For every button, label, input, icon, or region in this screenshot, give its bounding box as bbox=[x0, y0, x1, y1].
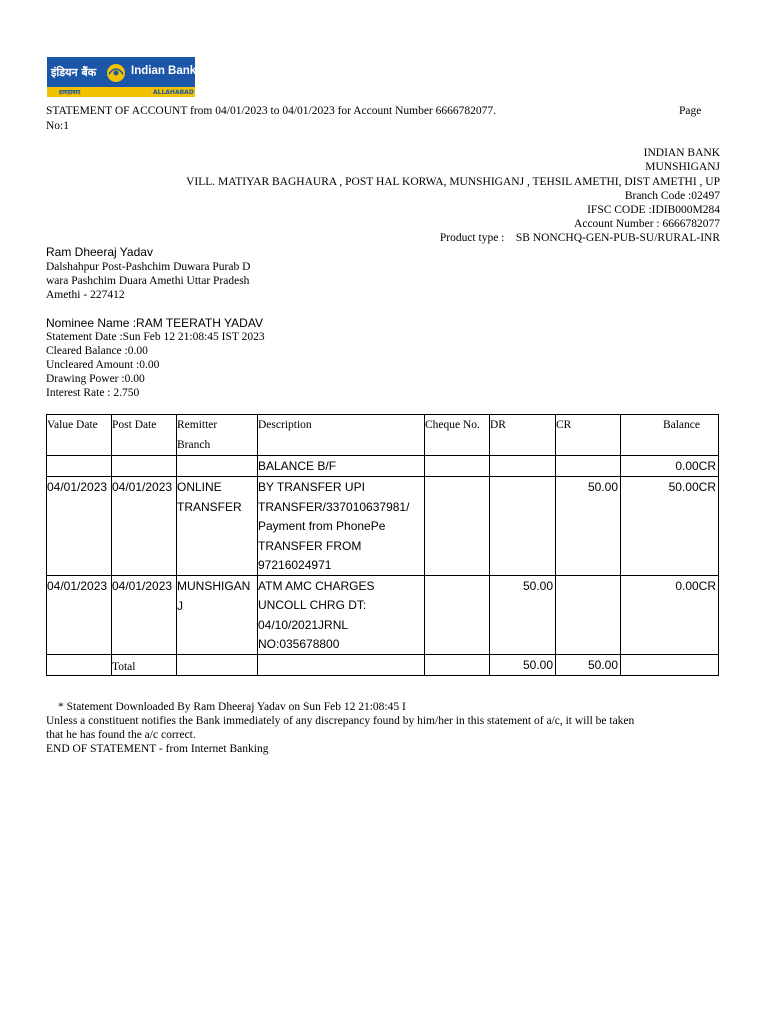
uncleared-amount: Uncleared Amount :0.00 bbox=[46, 359, 160, 371]
row1-cheque-no bbox=[425, 477, 490, 576]
header-post-date: Post Date bbox=[112, 415, 177, 456]
header-remitter: Remitter bbox=[177, 419, 218, 431]
row1-post-date: 04/01/2023 bbox=[112, 477, 177, 576]
logo-sub-right: ALLAHABAD bbox=[153, 89, 194, 96]
branch-code: Branch Code :02497 bbox=[624, 190, 720, 202]
row1-cr: 50.00 bbox=[556, 477, 621, 576]
interest-rate: Interest Rate : 2.750 bbox=[46, 387, 140, 399]
logo-sub-left: इलाहाबाद bbox=[59, 89, 81, 96]
cell-empty bbox=[425, 654, 490, 675]
row1-remitter bbox=[177, 477, 258, 576]
header-description: Description bbox=[258, 415, 425, 456]
drawing-power: Drawing Power :0.00 bbox=[46, 373, 145, 385]
cell-empty bbox=[47, 456, 112, 477]
row2-description bbox=[258, 575, 425, 654]
row2-value-date: 04/01/2023 bbox=[47, 575, 112, 654]
cell-empty bbox=[47, 654, 112, 675]
row2-desc-line: UNCOLL CHRG DT: bbox=[258, 598, 367, 612]
bank-branch: MUNSHIGANJ bbox=[645, 161, 720, 173]
row2-desc-line: 04/10/2021JRNL bbox=[258, 617, 349, 632]
row2-desc-line: NO:035678800 bbox=[258, 637, 340, 651]
customer-address-line-3: Amethi - 227412 bbox=[46, 289, 125, 301]
nominee-name: Nominee Name :RAM TEERATH YADAV bbox=[46, 316, 263, 330]
row1-remitter-line-2: TRANSFER bbox=[177, 500, 242, 514]
cell-empty bbox=[177, 456, 258, 477]
product-type: Product type : SB NONCHQ-GEN-PUB-SU/RURAL-INR bbox=[439, 232, 720, 244]
cell-empty bbox=[177, 654, 258, 675]
page-number: No:1 bbox=[46, 120, 69, 132]
cell-empty bbox=[112, 456, 177, 477]
header-dr: DR bbox=[490, 415, 556, 456]
bank-address: VILL. MATIYAR BAGHAURA , POST HAL KORWA, MUNSHIGANJ , TEHSIL AMETHI, DIST AMETHI , UP bbox=[186, 176, 720, 188]
statement-title: STATEMENT OF ACCOUNT from 04/01/2023 to 04/01/2023 for Account Number 6666782077. bbox=[46, 105, 497, 117]
total-dr: 50.00 bbox=[490, 654, 556, 675]
header-branch: Branch bbox=[177, 439, 211, 451]
customer-name: Ram Dheeraj Yadav bbox=[46, 245, 153, 259]
cell-empty bbox=[425, 456, 490, 477]
customer-address-line-2: wara Pashchim Duara Amethi Uttar Pradesh bbox=[46, 275, 250, 287]
indian-bank-logo bbox=[47, 57, 195, 97]
row2-cr bbox=[556, 575, 621, 654]
account-number: Account Number : 6666782077 bbox=[574, 218, 720, 230]
opening-description: BALANCE B/F bbox=[258, 456, 425, 477]
bank-name: INDIAN BANK bbox=[643, 147, 720, 159]
row2-remitter bbox=[177, 575, 258, 654]
row1-dr bbox=[490, 477, 556, 576]
row2-dr: 50.00 bbox=[490, 575, 556, 654]
cleared-balance: Cleared Balance :0.00 bbox=[46, 345, 148, 357]
transactions-table bbox=[46, 414, 719, 676]
end-of-statement: END OF STATEMENT - from Internet Banking bbox=[46, 743, 269, 755]
row1-balance: 50.00CR bbox=[621, 477, 719, 576]
row1-desc-line: Payment from PhonePe bbox=[258, 519, 386, 533]
row2-post-date: 04/01/2023 bbox=[112, 575, 177, 654]
table-row-opening bbox=[47, 456, 719, 477]
ifsc-code: IFSC CODE :IDIB000M284 bbox=[587, 204, 720, 216]
cell-empty bbox=[621, 654, 719, 675]
row1-description bbox=[258, 477, 425, 576]
logo-bank-name: Indian Bank bbox=[131, 65, 197, 77]
row1-desc-line: TRANSFER/337010637981/ bbox=[258, 499, 410, 514]
download-note: * Statement Downloaded By Ram Dheeraj Yadav on Sun Feb 12 21:08:45 I bbox=[58, 701, 406, 713]
opening-balance: 0.00CR bbox=[621, 456, 719, 477]
bank-emblem-icon bbox=[105, 62, 127, 82]
cell-empty bbox=[556, 456, 621, 477]
cell-empty bbox=[258, 654, 425, 675]
header-cr: CR bbox=[556, 415, 621, 456]
header-balance: Balance bbox=[621, 415, 719, 456]
header-value-date: Value Date bbox=[47, 415, 112, 456]
page-label: Page bbox=[679, 105, 702, 117]
table-header-row bbox=[47, 415, 719, 456]
table-row bbox=[47, 575, 719, 654]
discrepancy-notice-line-2: that he has found the a/c correct. bbox=[46, 729, 196, 741]
row2-remitter-line-2: J bbox=[177, 598, 183, 613]
header-cheque-no: Cheque No. bbox=[425, 415, 490, 456]
row1-desc-line: BY TRANSFER UPI bbox=[258, 480, 365, 494]
logo-hindi-text: इंडियन बैंक bbox=[51, 66, 97, 79]
row2-desc-line: ATM AMC CHARGES bbox=[258, 578, 375, 593]
cell-empty bbox=[490, 456, 556, 477]
row1-remitter-line-1: ONLINE bbox=[177, 480, 222, 494]
row2-remitter-line-1: MUNSHIGAN bbox=[177, 578, 251, 593]
total-label: Total bbox=[112, 654, 177, 675]
statement-date: Statement Date :Sun Feb 12 21:08:45 IST 2023 bbox=[46, 331, 265, 343]
row1-value-date: 04/01/2023 bbox=[47, 477, 112, 576]
row2-balance: 0.00CR bbox=[621, 575, 719, 654]
table-total-row bbox=[47, 654, 719, 675]
header-remitter-branch bbox=[177, 415, 258, 456]
table-row bbox=[47, 477, 719, 576]
row1-desc-line: TRANSFER FROM bbox=[258, 538, 362, 553]
total-cr: 50.00 bbox=[556, 654, 621, 675]
customer-address-line-1: Dalshahpur Post-Pashchim Duwara Purab D bbox=[46, 261, 251, 273]
discrepancy-notice-line-1: Unless a constituent notifies the Bank immediately of any discrepancy found by him/her in this statement of a/c, it will be taken bbox=[46, 715, 635, 727]
row2-cheque-no bbox=[425, 575, 490, 654]
row1-desc-line: 97216024971 bbox=[258, 558, 332, 572]
